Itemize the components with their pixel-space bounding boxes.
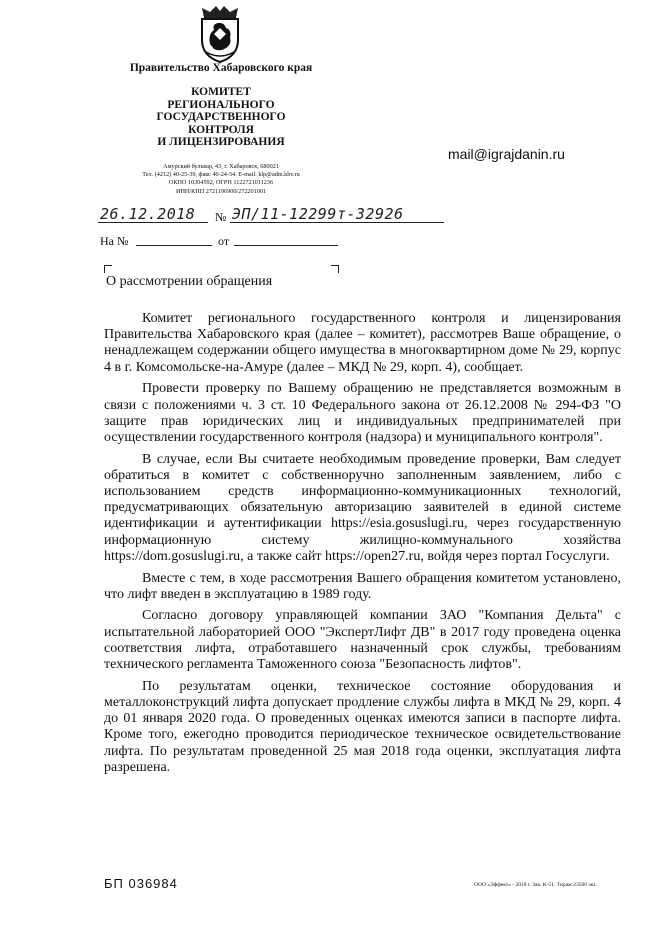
address-line: ОКПО 10304592, ОГРН 1122721011236 <box>168 179 274 187</box>
registration-number: ЭП/11-12299т-32926 <box>232 205 404 223</box>
number-underline <box>230 222 444 223</box>
committee-address <box>108 163 334 196</box>
address-line: Тел. (4212) 40-25-39, факс 40-24-54. E-mail: klp@adm.khv.ru <box>142 171 300 179</box>
address-line: ИНН/КПП 2721196900/272201001 <box>175 187 266 195</box>
reply-to-label: На № <box>100 234 129 248</box>
form-code: БП 036984 <box>104 876 178 891</box>
registration-date: 26.12.2018 <box>100 205 196 223</box>
committee-line: И ЛИЦЕНЗИРОВАНИЯ <box>157 136 285 149</box>
address-line: Амурский бульвар, 43, г. Хабаровск, 680021 <box>163 163 279 170</box>
reply-date-line <box>234 245 338 246</box>
reply-number-line <box>136 245 212 246</box>
letter-subject: О рассмотрении обращения <box>106 274 273 289</box>
body-paragraph: Вместе с тем, в ходе рассмотрения Вашего обращения комитетом установлено, что лифт введен в эксплуатацию в 1989 году. <box>104 570 621 602</box>
committee-line: КОНТРОЛЯ <box>188 123 254 136</box>
body-paragraph: В случае, если Вы считаете необходимым проведение проверки, Вам следует обратиться в комитет с собственноручно заполненным заявлением, либо с использованием средств информационно-коммуникационных технологий, предусматривающих обязательную авторизацию заявителей в единой системе идентификации и аутентификации https://esia.gosuslugi.ru, через государственную информационную систему жилищно-коммунального хозяйства https://dom.gosuslugi.ru, а также сайт https://open27.ru, войдя через портал Госуслуги. <box>104 451 621 564</box>
subject-corner-left <box>104 265 112 273</box>
committee-name <box>126 86 316 149</box>
committee-line: ГОСУДАРСТВЕННОГО <box>156 111 286 124</box>
khabarovsk-coat-of-arms-icon <box>196 4 244 64</box>
number-sign: № <box>215 210 227 224</box>
body-paragraph: Согласно договору управляющей компании ЗАО "Компания Дельта" с испытательной лабораторией ООО "ЭкспертЛифт ДВ" в 2017 году проведена оценка соответствия лифта, отработавшего назначенный срок службы, требованиям технического регламента Таможенного союза "Безопасность лифтов". <box>104 608 621 673</box>
committee-line: РЕГИОНАЛЬНОГО <box>167 98 275 111</box>
letter-body <box>104 311 621 781</box>
reply-from-label: от <box>218 234 230 248</box>
committee-line: КОМИТЕТ <box>191 86 251 98</box>
date-underline <box>98 222 208 223</box>
subject-corner-right <box>331 265 339 273</box>
recipient-email: mail@igrajdanin.ru <box>448 146 565 162</box>
printer-info: ООО «Эффект» - 2018 г. Зак. К-51. Тираж 23500 экз. <box>474 882 597 888</box>
body-paragraph: Комитет регионального государственного контроля и лицензирования Правительства Хабаровского края (далее – комитет), рассмотрев Ваше обращение, о ненадлежащем содержании общего имущества в многоквартирном доме № 29, корпус 4 в г. Комсомольске-на-Амуре (далее – МКД № 29, корп. 4), сообщает. <box>104 311 621 375</box>
body-paragraph: Провести проверку по Вашему обращению не представляется возможным в связи с положениями ч. 3 ст. 10 Федерального закона от 26.12.2008 № 294-ФЗ "О защите прав юридических лиц и индивидуальных предпринимателей при осуществлении государственного контроля (надзора) и муниципального контроля". <box>104 381 621 445</box>
body-paragraph: По результатам оценки, техническое состояние оборудования и металлоконструкций лифта допускает продление службы лифта в МКД № 29, корп. 4 до 01 января 2020 года. О проведенных оценках имеются записи в паспорте лифта. Кроме того, ежегодно проводится периодическое техническое освидетельствование лифта. По результатам проведенной 25 мая 2018 года оценки, эксплуатация лифта разрешена. <box>104 678 621 775</box>
government-name: Правительство Хабаровского края <box>129 62 313 74</box>
